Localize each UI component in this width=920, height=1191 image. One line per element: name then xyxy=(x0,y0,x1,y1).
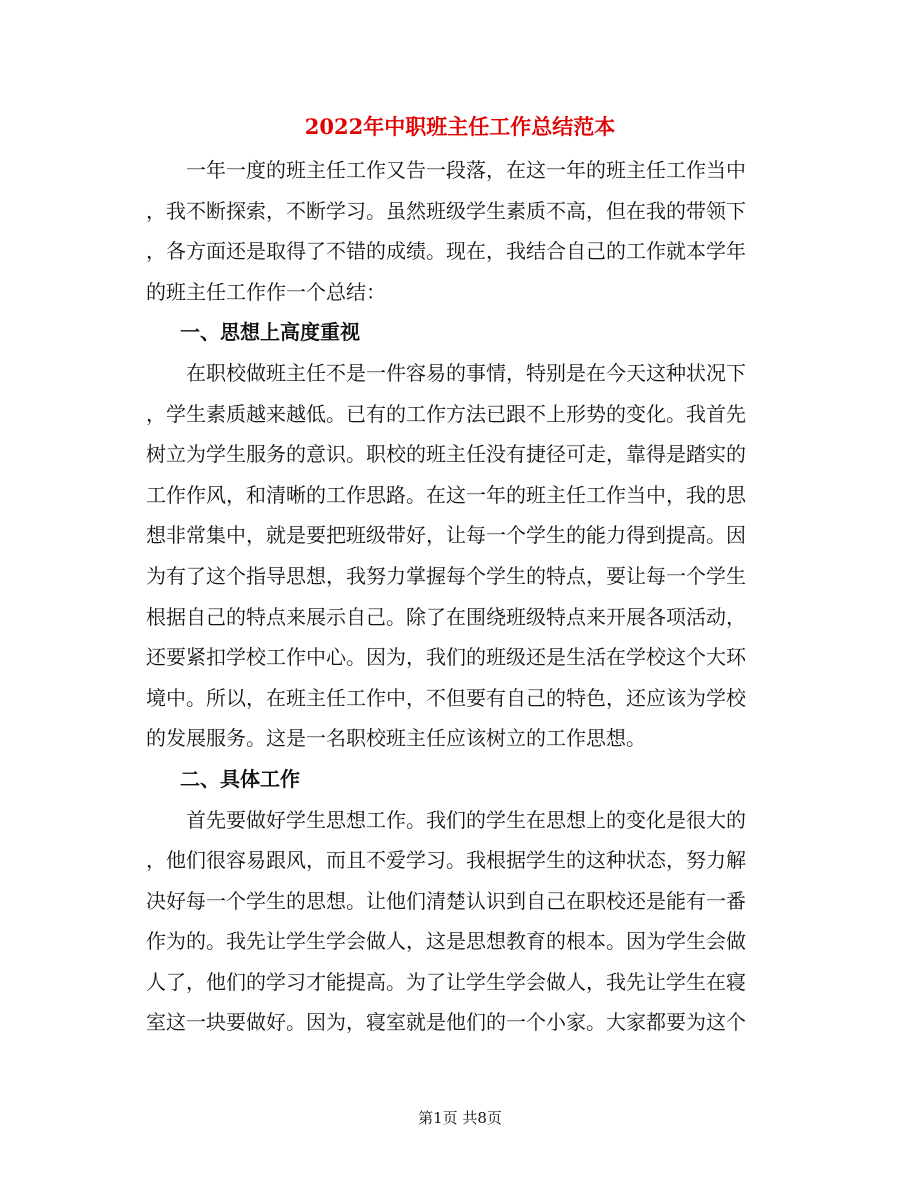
paragraph-line: 根据自己的特点来展示自己。除了在围绕班级特点来开展各项活动， xyxy=(146,604,746,629)
paragraph-line: 在职校做班主任不是一件容易的事情，特别是在今天这种状况下 xyxy=(186,360,746,385)
paragraph-line: 工作作风，和清晰的工作思路。在这一年的班主任工作当中，我的思 xyxy=(146,482,746,507)
paragraph-line: 室这一块要做好。因为，寝室就是他们的一个小家。大家都要为这个 xyxy=(146,1010,746,1035)
paragraph-line: ，我不断探索，不断学习。虽然班级学生素质不高，但在我的带领下 xyxy=(146,198,746,223)
paragraph-line: 作为的。我先让学生学会做人，这是思想教育的根本。因为学生会做 xyxy=(146,929,746,954)
paragraph-line: ，各方面还是取得了不错的成绩。现在，我结合自己的工作就本学年 xyxy=(146,239,746,264)
paragraph-line: 想非常集中，就是要把班级带好，让每一个学生的能力得到提高。因 xyxy=(146,523,746,548)
section-heading: 二、具体工作 xyxy=(180,766,300,791)
document-title: 2022年中职班主任工作总结范本 xyxy=(304,114,616,139)
paragraph-line: 人了，他们的学习才能提高。为了让学生学会做人，我先让学生在寝 xyxy=(146,969,746,994)
paragraph-line: ，学生素质越来越低。已有的工作方法已跟不上形势的变化。我首先 xyxy=(146,401,746,426)
paragraph-line: 一年一度的班主任工作又告一段落，在这一年的班主任工作当中 xyxy=(186,158,746,182)
paragraph-line: 的发展服务。这是一名职校班主任应该树立的工作思想。 xyxy=(146,726,646,751)
paragraph-line: 为有了这个指导思想，我努力掌握每个学生的特点，要让每一个学生 xyxy=(146,563,746,588)
paragraph-line: 还要紧扣学校工作中心。因为，我们的班级还是生活在学校这个大环 xyxy=(146,645,746,670)
page-footer: 第1页 共8页 xyxy=(418,1109,502,1127)
paragraph-line: 首先要做好学生思想工作。我们的学生在思想上的变化是很大的 xyxy=(186,807,746,832)
paragraph-line: 的班主任工作作一个总结： xyxy=(146,279,386,304)
paragraph-line: ，他们很容易跟风，而且不爱学习。我根据学生的这种状态，努力解 xyxy=(146,848,746,873)
paragraph-line: 境中。所以，在班主任工作中，不但要有自己的特色，还应该为学校 xyxy=(146,685,746,710)
document-body xyxy=(146,150,774,1043)
paragraph-line: 决好每一个学生的思想。让他们清楚认识到自己在职校还是能有一番 xyxy=(146,888,746,913)
section-heading: 一、思想上高度重视 xyxy=(180,320,360,345)
paragraph-line: 树立为学生服务的意识。职校的班主任没有捷径可走，靠得是踏实的 xyxy=(146,442,746,467)
